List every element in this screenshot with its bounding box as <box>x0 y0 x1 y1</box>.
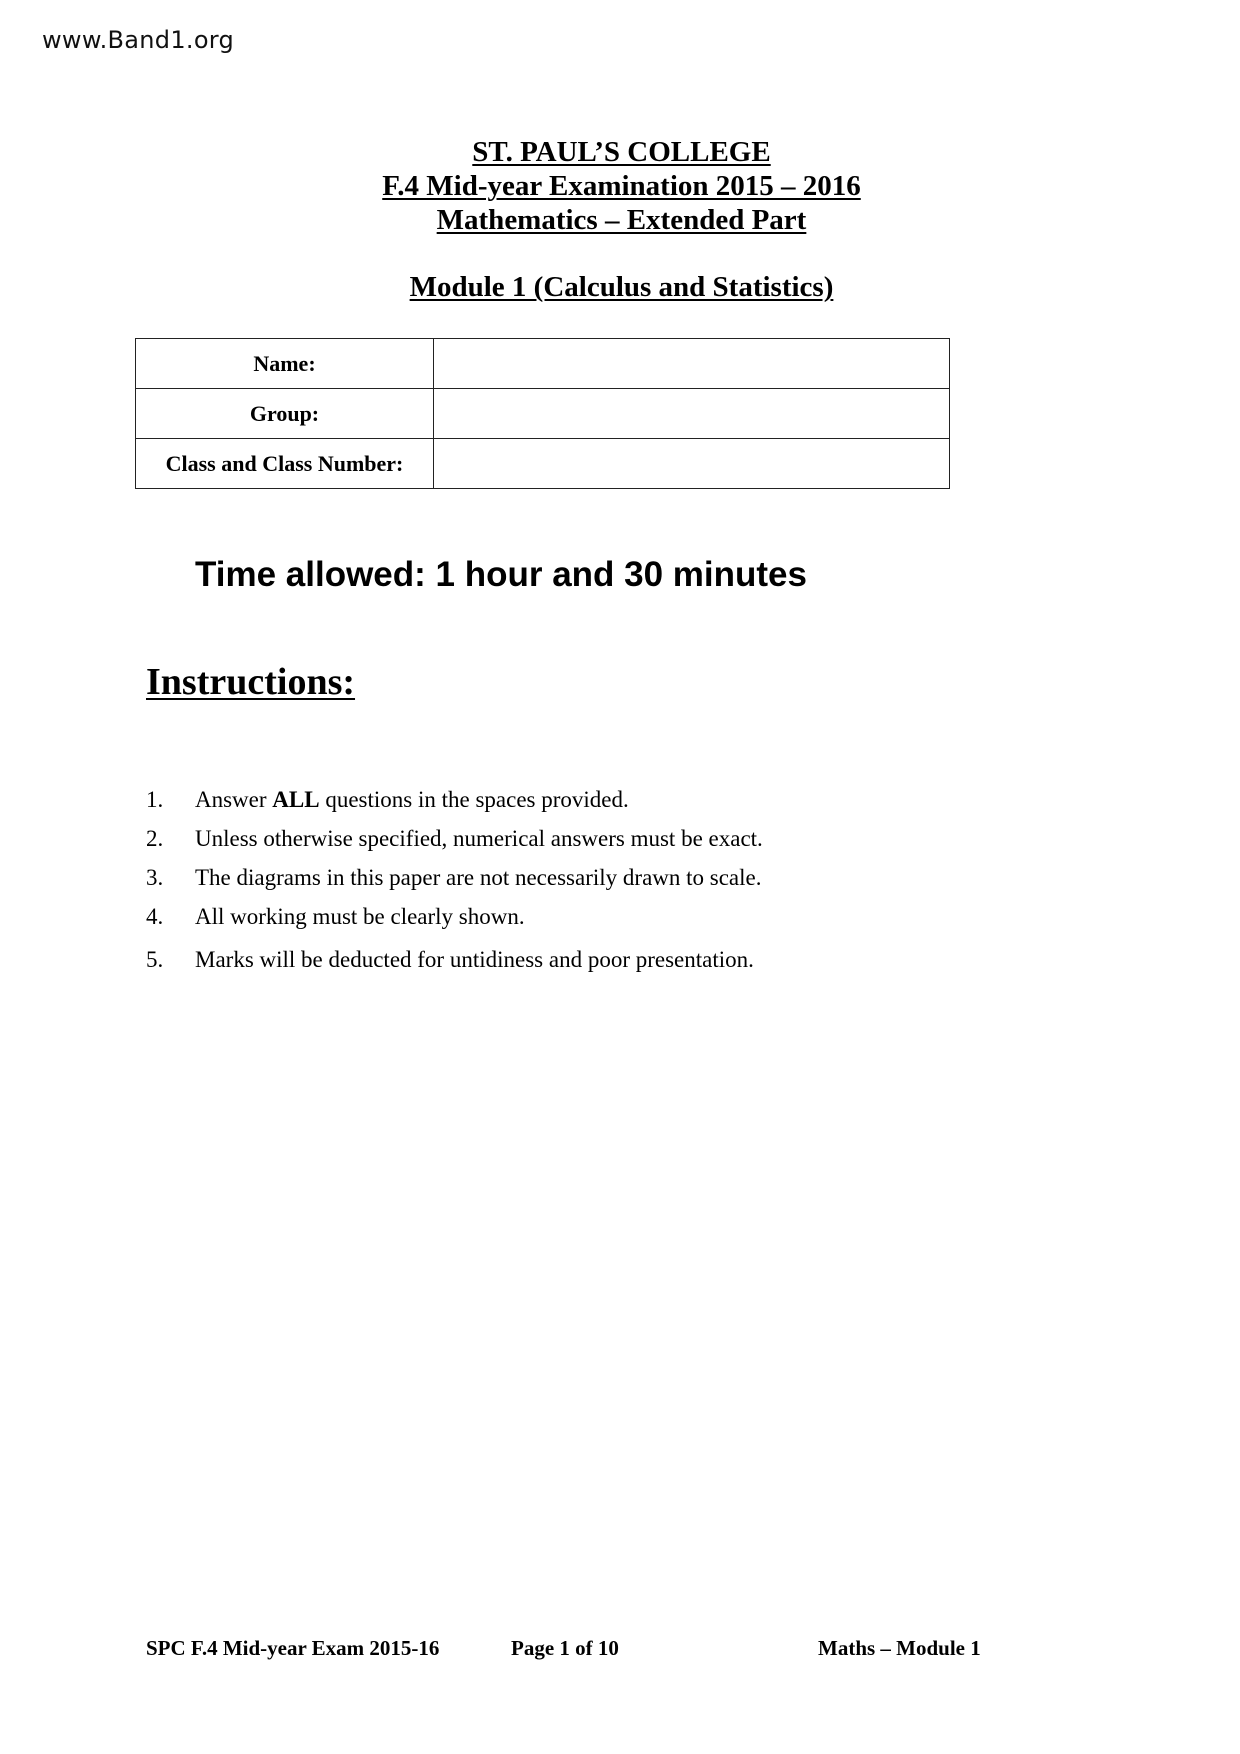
item-number: 5. <box>146 947 164 972</box>
watermark-url: www.Band1.org <box>42 26 235 54</box>
exam-title: F.4 Mid-year Examination 2015 – 2016 <box>382 170 861 202</box>
footer-module: Maths – Module 1 <box>818 1636 981 1660</box>
time-allowed: Time allowed: 1 hour and 30 minutes <box>195 555 807 594</box>
subject-title: Mathematics – Extended Part <box>436 204 807 236</box>
item-text: Marks will be deducted for untidiness and poor presentation. <box>195 947 754 972</box>
school-name: ST. PAUL’S COLLEGE <box>472 136 771 168</box>
item-number: 1. <box>146 787 164 812</box>
item-text: All working must be clearly shown. <box>195 904 525 929</box>
footer-exam-name: SPC F.4 Mid-year Exam 2015-16 <box>146 1636 440 1660</box>
class-number-label: Class and Class Number: <box>136 439 434 489</box>
group-field[interactable] <box>434 389 950 439</box>
group-label: Group: <box>136 389 434 439</box>
item-number: 3. <box>146 865 164 890</box>
instructions-list <box>146 780 1046 979</box>
item-text-before: Answer <box>195 787 273 812</box>
item-text-after: questions in the spaces provided. <box>319 787 629 812</box>
name-field[interactable] <box>434 339 950 389</box>
item-bold-text: ALL <box>272 787 320 812</box>
item-text: The diagrams in this paper are not necessarily drawn to scale. <box>195 865 762 890</box>
list-item <box>146 819 1046 858</box>
list-item <box>146 780 1046 819</box>
item-text: Unless otherwise specified, numerical answers must be exact. <box>195 826 763 851</box>
student-info-table <box>135 338 950 489</box>
item-number: 4. <box>146 904 164 929</box>
class-number-field[interactable] <box>434 439 950 489</box>
list-item <box>146 940 1046 979</box>
list-item <box>146 858 1046 897</box>
name-label: Name: <box>136 339 434 389</box>
footer-page-number: Page 1 of 10 <box>511 1636 619 1660</box>
table-row <box>136 339 950 389</box>
table-row <box>136 389 950 439</box>
instructions-title: Instructions: <box>146 661 356 703</box>
table-row <box>136 439 950 489</box>
module-title: Module 1 (Calculus and Statistics) <box>409 271 834 303</box>
item-number: 2. <box>146 826 164 851</box>
list-item <box>146 897 1046 936</box>
